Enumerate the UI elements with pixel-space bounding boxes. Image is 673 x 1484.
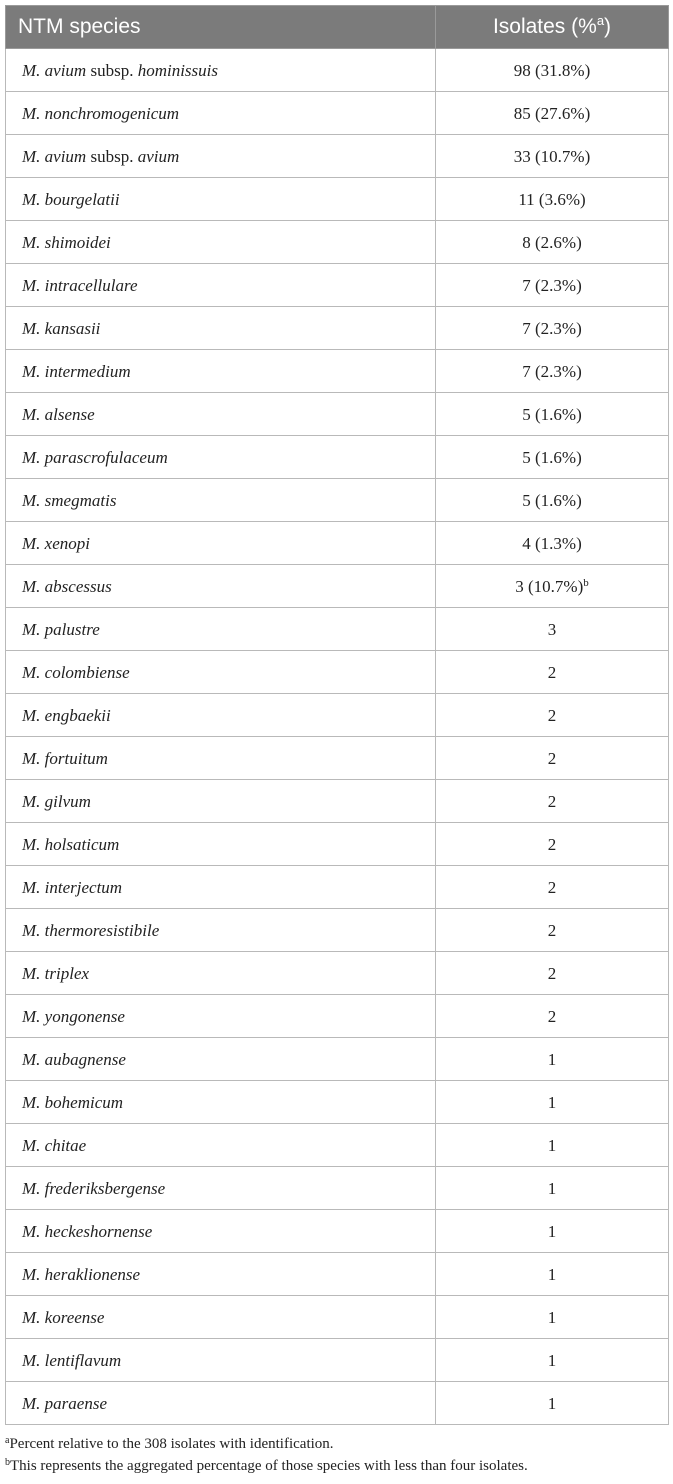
isolates-cell [436, 995, 669, 1038]
table-row [6, 952, 669, 995]
footnote-b-mark: b [5, 1457, 10, 1468]
table-row [6, 608, 669, 651]
species-cell [6, 307, 436, 350]
footnote-a-mark: a [5, 1435, 10, 1446]
header-isolates-footnote-mark: a [596, 13, 605, 28]
subspecies-marker: subsp. [86, 60, 138, 80]
species-cell [6, 264, 436, 307]
species-cell [6, 737, 436, 780]
table-row [6, 694, 669, 737]
isolates-cell [436, 565, 669, 608]
species-cell [6, 436, 436, 479]
isolates-value: 2 [547, 963, 557, 983]
footnote-a [5, 1433, 668, 1455]
species-name: M. smegmatis [22, 490, 117, 510]
ntm-species-table [5, 5, 669, 1425]
table-row [6, 1081, 669, 1124]
table-row [6, 1382, 669, 1425]
species-cell [6, 1339, 436, 1382]
table-row [6, 565, 669, 608]
isolates-value: 1 [547, 1135, 557, 1155]
isolates-value: 1 [547, 1178, 557, 1198]
isolates-value: 5 (1.6%) [522, 404, 582, 424]
species-name: M. alsense [22, 404, 95, 424]
species-name: M. thermoresistibile [22, 920, 160, 940]
isolates-cell [436, 264, 669, 307]
species-name: M. yongonense [22, 1006, 125, 1026]
species-name: M. xenopi [22, 533, 90, 553]
table-row [6, 1253, 669, 1296]
isolates-cell [436, 1253, 669, 1296]
isolates-cell [436, 1382, 669, 1425]
species-name: M. kansasii [22, 318, 101, 338]
table-row [6, 823, 669, 866]
table-row [6, 909, 669, 952]
isolates-value: 98 (31.8%) [513, 60, 591, 80]
isolates-value: 7 (2.3%) [522, 361, 582, 381]
footnote-a-text: Percent relative to the 308 isolates with identification. [9, 1436, 334, 1452]
isolates-cell [436, 221, 669, 264]
header-isolates-close: ) [604, 15, 612, 38]
isolates-cell [436, 608, 669, 651]
species-name: M. colombiense [22, 662, 130, 682]
species-cell [6, 1382, 436, 1425]
table-row [6, 1296, 669, 1339]
species-cell [6, 866, 436, 909]
table-header [6, 6, 669, 49]
species-name: M. koreense [22, 1307, 105, 1327]
isolates-value: 7 (2.3%) [522, 318, 582, 338]
isolates-value: 1 [547, 1307, 557, 1327]
isolates-cell [436, 1210, 669, 1253]
isolates-cell [436, 1081, 669, 1124]
isolates-value: 1 [547, 1264, 557, 1284]
isolates-value: 2 [547, 705, 557, 725]
isolates-value: 1 [547, 1049, 557, 1069]
isolates-value: 2 [547, 1006, 557, 1026]
species-cell [6, 1167, 436, 1210]
isolates-cell [436, 909, 669, 952]
table-row [6, 479, 669, 522]
table-row [6, 1339, 669, 1382]
table-row [6, 92, 669, 135]
isolates-cell [436, 952, 669, 995]
isolates-value: 1 [547, 1221, 557, 1241]
species-cell [6, 522, 436, 565]
species-name: M. frederiksbergense [22, 1178, 166, 1198]
header-isolates [436, 6, 669, 49]
isolates-value: 8 (2.6%) [522, 232, 582, 252]
table-row [6, 49, 669, 92]
species-name: M. heraklionense [22, 1264, 141, 1284]
isolates-cell [436, 49, 669, 92]
species-name: M. interjectum [22, 877, 123, 897]
species-cell [6, 694, 436, 737]
isolates-cell [436, 92, 669, 135]
species-cell [6, 1038, 436, 1081]
species-cell [6, 651, 436, 694]
species-cell [6, 221, 436, 264]
isolates-value: 7 (2.3%) [522, 275, 582, 295]
species-name: M. engbaekii [22, 705, 111, 725]
isolates-cell [436, 178, 669, 221]
table-row [6, 350, 669, 393]
species-cell [6, 823, 436, 866]
isolates-value: 2 [547, 877, 557, 897]
species-cell [6, 952, 436, 995]
isolates-value: 85 (27.6%) [513, 103, 591, 123]
isolates-cell [436, 1339, 669, 1382]
isolates-value: 11 (3.6%) [518, 189, 586, 209]
species-name: M. avium [22, 60, 87, 80]
species-cell [6, 995, 436, 1038]
subspecies-marker: subsp. [86, 146, 138, 166]
isolates-value: 2 [547, 662, 557, 682]
species-name: M. nonchromogenicum [22, 103, 180, 123]
species-cell [6, 1124, 436, 1167]
species-cell [6, 608, 436, 651]
table-row [6, 393, 669, 436]
isolates-cell [436, 737, 669, 780]
header-row [6, 6, 669, 49]
isolates-footnote-mark: b [583, 576, 589, 589]
isolates-cell [436, 1167, 669, 1210]
isolates-table-container [5, 5, 668, 1425]
table-row [6, 1167, 669, 1210]
species-name: M. triplex [22, 963, 90, 983]
table-row [6, 221, 669, 264]
species-name: M. abscessus [22, 576, 112, 596]
species-cell [6, 909, 436, 952]
isolates-cell [436, 522, 669, 565]
header-ntm-species: NTM species [6, 6, 436, 49]
isolates-cell [436, 780, 669, 823]
isolates-cell [436, 694, 669, 737]
isolates-cell [436, 823, 669, 866]
isolates-cell [436, 135, 669, 178]
table-body [6, 49, 669, 1425]
species-name: M. holsaticum [22, 834, 120, 854]
species-cell [6, 350, 436, 393]
isolates-cell [436, 1296, 669, 1339]
species-name: M. aubagnense [22, 1049, 126, 1069]
species-name: M. intermedium [22, 361, 131, 381]
table-row [6, 866, 669, 909]
isolates-cell [436, 651, 669, 694]
table-row [6, 1124, 669, 1167]
species-cell [6, 178, 436, 221]
isolates-value: 2 [547, 834, 557, 854]
isolates-cell [436, 1124, 669, 1167]
table-row [6, 307, 669, 350]
table-row [6, 264, 669, 307]
isolates-cell [436, 307, 669, 350]
isolates-value: 2 [547, 748, 557, 768]
isolates-value: 1 [547, 1393, 557, 1413]
table-footnotes [5, 1433, 668, 1477]
isolates-value: 2 [547, 920, 557, 940]
species-name: M. fortuitum [22, 748, 108, 768]
isolates-cell [436, 393, 669, 436]
species-name: M. bourgelatii [22, 189, 120, 209]
table-row [6, 651, 669, 694]
species-name: M. chitae [22, 1135, 87, 1155]
species-name: M. gilvum [22, 791, 91, 811]
isolates-value: 2 [547, 791, 557, 811]
isolates-value: 33 (10.7%) [513, 146, 591, 166]
species-cell [6, 92, 436, 135]
table-row [6, 1038, 669, 1081]
species-cell [6, 1296, 436, 1339]
isolates-value: 1 [547, 1350, 557, 1370]
species-cell [6, 49, 436, 92]
species-name: M. shimoidei [22, 232, 111, 252]
species-cell [6, 1081, 436, 1124]
species-cell [6, 780, 436, 823]
table-row [6, 780, 669, 823]
species-name: M. paraense [22, 1393, 107, 1413]
species-cell [6, 565, 436, 608]
table-row [6, 135, 669, 178]
isolates-value: 5 (1.6%) [522, 490, 582, 510]
isolates-value: 3 [547, 619, 557, 639]
isolates-value: 3 (10.7%) [515, 576, 584, 596]
table-row [6, 436, 669, 479]
isolates-cell [436, 350, 669, 393]
species-name: M. bohemicum [22, 1092, 124, 1112]
table-row [6, 178, 669, 221]
species-cell [6, 393, 436, 436]
isolates-cell [436, 866, 669, 909]
isolates-cell [436, 479, 669, 522]
species-cell [6, 1253, 436, 1296]
header-isolates-label: Isolates (% [492, 15, 597, 38]
table-row [6, 995, 669, 1038]
species-name: M. heckeshornense [22, 1221, 153, 1241]
species-name: M. parascrofulaceum [22, 447, 168, 467]
isolates-cell [436, 1038, 669, 1081]
species-cell [6, 1210, 436, 1253]
species-name: M. palustre [22, 619, 100, 639]
footnote-b-text: This represents the aggregated percentage of those species with less than four isolates. [10, 1458, 528, 1474]
isolates-cell [436, 436, 669, 479]
species-name: M. intracellulare [22, 275, 138, 295]
species-name: M. lentiflavum [22, 1350, 122, 1370]
species-name: M. avium [22, 146, 87, 166]
species-cell [6, 135, 436, 178]
table-row [6, 1210, 669, 1253]
table-row [6, 522, 669, 565]
subspecies-name: hominissuis [137, 60, 218, 80]
isolates-value: 1 [547, 1092, 557, 1112]
isolates-value: 5 (1.6%) [522, 447, 582, 467]
subspecies-name: avium [137, 146, 180, 166]
footnote-b [5, 1455, 668, 1477]
species-cell [6, 479, 436, 522]
isolates-value: 4 (1.3%) [522, 533, 582, 553]
table-row [6, 737, 669, 780]
